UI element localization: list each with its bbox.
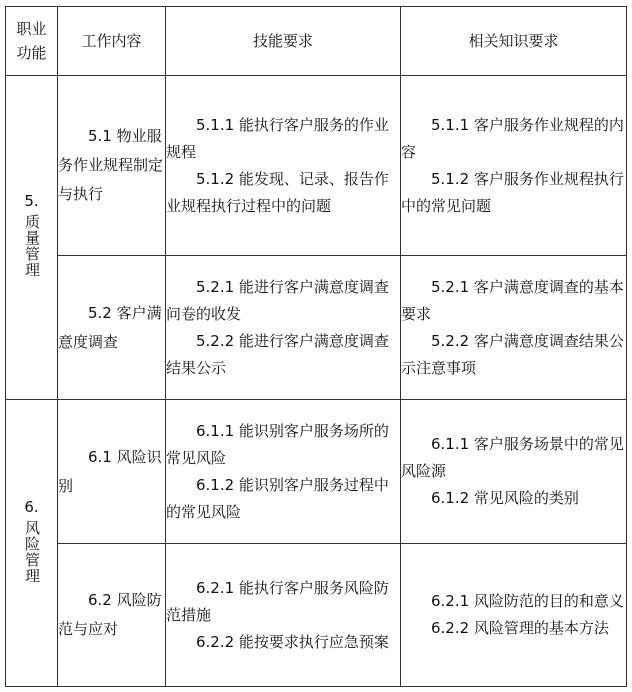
knowledge-item: 5.1.1 客户服务作业规程的内容 bbox=[401, 115, 624, 161]
skills-cell bbox=[166, 76, 401, 256]
function-name: 质量管理 bbox=[23, 214, 41, 278]
function-cell-quality bbox=[6, 76, 58, 400]
skills-cell bbox=[166, 400, 401, 544]
function-cell-risk bbox=[6, 400, 58, 687]
work-content-cell bbox=[58, 400, 166, 544]
knowledge-item: 5.2.1 客户满意度调查的基本要求 bbox=[401, 277, 624, 323]
knowledge-cell bbox=[401, 76, 627, 256]
table-row bbox=[6, 256, 627, 400]
work-content-text: 6.2 风险防范与应对 bbox=[58, 591, 162, 638]
header-function: 职业 功能 bbox=[6, 7, 58, 76]
table-header-row bbox=[6, 7, 627, 76]
knowledge-item: 5.1.2 客户服务作业规程执行中的常见问题 bbox=[401, 169, 624, 215]
skills-cell bbox=[166, 256, 401, 400]
function-number: 6. bbox=[24, 497, 39, 516]
competency-table bbox=[5, 6, 627, 687]
header-skills: 技能要求 bbox=[166, 7, 401, 76]
table-row bbox=[6, 76, 627, 256]
work-content-text: 5.1 物业服务作业规程制定与执行 bbox=[58, 127, 164, 203]
skill-item: 5.1.2 能发现、记录、报告作业规程执行过程中的问题 bbox=[166, 169, 389, 215]
header-knowledge: 相关知识要求 bbox=[401, 7, 627, 76]
header-content: 工作内容 bbox=[58, 7, 166, 76]
knowledge-item: 6.1.1 客户服务场景中的常见风险源 bbox=[401, 435, 624, 480]
skill-item: 6.1.2 能识别客户服务过程中的常见风险 bbox=[166, 475, 389, 521]
skills-cell bbox=[166, 544, 401, 687]
function-name: 风险管理 bbox=[23, 519, 41, 584]
skill-item: 6.1.1 能识别客户服务场所的常见风险 bbox=[166, 421, 389, 467]
work-content-text: 5.2 客户满意度调查 bbox=[58, 303, 162, 351]
table-row bbox=[6, 544, 627, 687]
skill-item: 5.1.1 能执行客户服务的作业规程 bbox=[166, 115, 389, 161]
work-content-cell bbox=[58, 544, 166, 687]
function-number: 5. bbox=[24, 192, 39, 210]
knowledge-item: 6.2.1 风险防范的目的和意义 bbox=[431, 592, 624, 610]
skill-item: 5.2.2 能进行客户满意度调查结果公示 bbox=[166, 331, 389, 377]
table-row bbox=[6, 400, 627, 544]
knowledge-cell bbox=[401, 544, 627, 687]
knowledge-item: 6.2.2 风险管理的基本方法 bbox=[431, 619, 609, 637]
work-content-cell bbox=[58, 76, 166, 256]
knowledge-item: 6.1.2 常见风险的类别 bbox=[431, 489, 579, 507]
skill-item: 6.2.2 能按要求执行应急预案 bbox=[196, 632, 389, 651]
knowledge-item: 5.2.2 客户满意度调查结果公示注意事项 bbox=[401, 331, 624, 377]
knowledge-cell bbox=[401, 256, 627, 400]
skill-item: 5.2.1 能进行客户满意度调查问卷的收发 bbox=[166, 277, 389, 323]
work-content-cell bbox=[58, 256, 166, 400]
knowledge-cell bbox=[401, 400, 627, 544]
work-content-text: 6.1 风险识别 bbox=[58, 447, 162, 495]
skill-item: 6.2.1 能执行客户服务风险防范措施 bbox=[166, 578, 389, 624]
